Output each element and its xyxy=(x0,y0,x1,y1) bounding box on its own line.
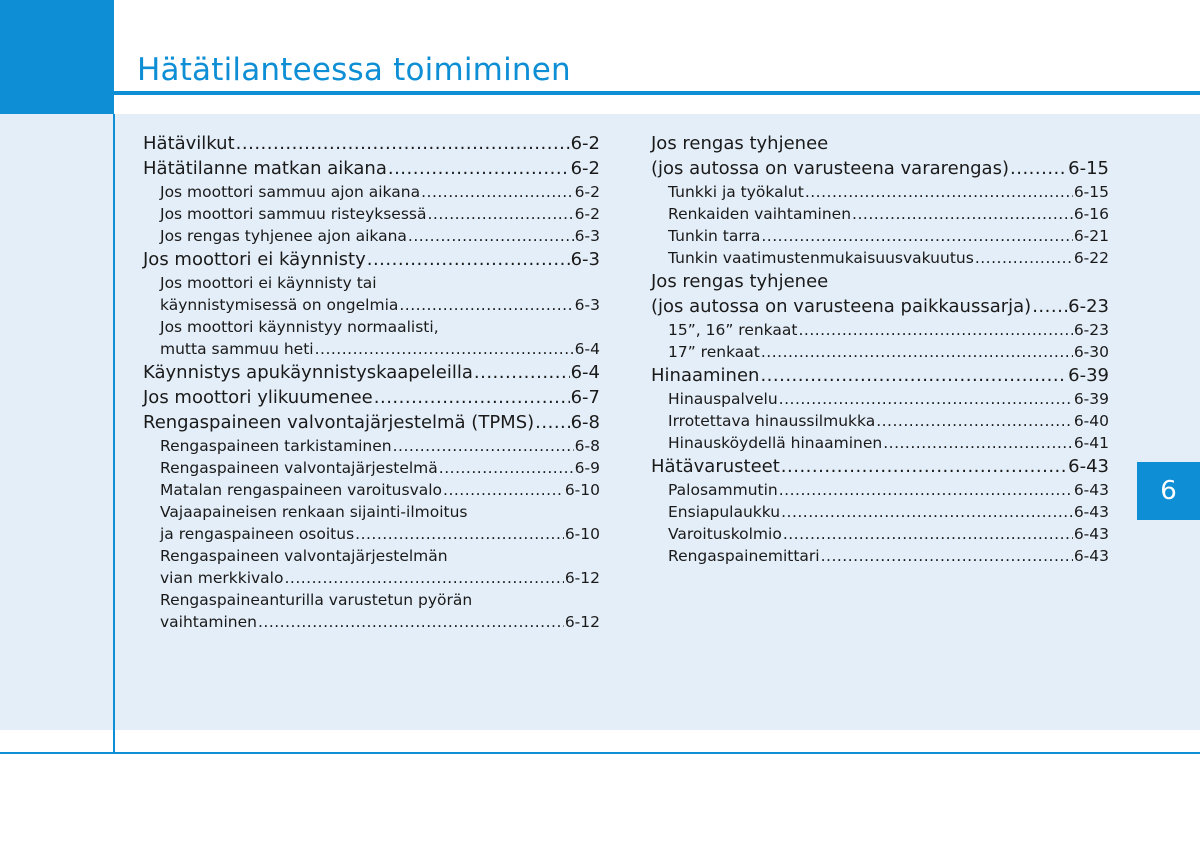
toc-entry-label: Rengaspaineen valvontajärjestelmä (TPMS) xyxy=(143,412,535,433)
toc-entry-label: Rengaspaineen valvontajärjestelmän xyxy=(160,547,448,565)
toc-entry[interactable] xyxy=(651,294,1109,319)
toc-entry[interactable] xyxy=(651,501,1109,523)
toc-dot-leader xyxy=(783,523,1073,545)
toc-dot-leader xyxy=(355,523,564,545)
toc-entry[interactable] xyxy=(143,360,600,385)
toc-column-right xyxy=(651,131,1109,567)
title-underline xyxy=(114,91,1200,95)
toc-entry-label: Vajaapaineisen renkaan sijainti-ilmoitus xyxy=(160,503,468,521)
toc-dot-leader xyxy=(421,181,574,203)
toc-dot-leader xyxy=(388,156,570,181)
toc-entry-label: vaihtaminen xyxy=(160,613,257,631)
toc-entry[interactable] xyxy=(651,269,1109,294)
toc-entry[interactable] xyxy=(651,432,1109,454)
toc-entry[interactable] xyxy=(143,294,600,316)
toc-dot-leader xyxy=(760,363,1067,388)
toc-dot-leader xyxy=(408,225,574,247)
toc-entry[interactable] xyxy=(651,454,1109,479)
toc-entry-page: 6-21 xyxy=(1073,227,1109,245)
toc-dot-leader xyxy=(805,181,1073,203)
toc-entry-label: Rengaspainemittari xyxy=(668,547,820,565)
toc-entry-label: Rengaspaineanturilla varustetun pyörän xyxy=(160,591,473,609)
toc-entry-label: Rengaspaineen tarkistaminen xyxy=(160,437,392,455)
toc-entry[interactable] xyxy=(143,316,600,338)
toc-entry[interactable] xyxy=(143,181,600,203)
toc-entry-label: (jos autossa on varusteena vararengas) xyxy=(651,158,1009,179)
toc-entry-page: 6-10 xyxy=(564,481,600,499)
panel-divider-rule xyxy=(113,114,115,754)
toc-entry[interactable] xyxy=(143,479,600,501)
toc-entry[interactable] xyxy=(143,545,600,567)
toc-entry[interactable] xyxy=(143,589,600,611)
toc-entry[interactable] xyxy=(651,388,1109,410)
toc-entry-page: 6-40 xyxy=(1073,412,1109,430)
toc-entry-label: Rengaspaineen valvontajärjestelmä xyxy=(160,459,438,477)
toc-entry[interactable] xyxy=(651,131,1109,156)
toc-entry-label: Jos moottori ylikuumenee xyxy=(143,387,373,408)
toc-entry[interactable] xyxy=(651,225,1109,247)
toc-entry-page: 6-4 xyxy=(570,362,600,383)
toc-dot-leader xyxy=(883,432,1073,454)
left-margin-strip xyxy=(0,114,113,730)
toc-dot-leader xyxy=(1032,294,1067,319)
toc-entry-page: 6-43 xyxy=(1073,547,1109,565)
toc-dot-leader xyxy=(443,479,564,501)
toc-entry-page: 6-39 xyxy=(1073,390,1109,408)
toc-dot-leader xyxy=(367,247,570,272)
toc-entry-label: ja rengaspaineen osoitus xyxy=(160,525,355,543)
toc-entry-label: käynnistymisessä on ongelmia xyxy=(160,296,399,314)
toc-entry-label: Matalan rengaspaineen varoitusvalo xyxy=(160,481,443,499)
toc-entry[interactable] xyxy=(143,272,600,294)
toc-entry-page: 6-8 xyxy=(574,437,600,455)
toc-entry[interactable] xyxy=(143,385,600,410)
chapter-corner-block xyxy=(0,0,114,114)
toc-entry-label: Hätätilanne matkan aikana xyxy=(143,158,387,179)
toc-entry-label: 15”, 16” renkaat xyxy=(668,321,798,339)
toc-entry-page: 6-41 xyxy=(1073,434,1109,452)
toc-entry[interactable] xyxy=(143,435,600,457)
toc-entry-page: 6-2 xyxy=(574,205,600,223)
toc-entry-page: 6-43 xyxy=(1073,503,1109,521)
toc-entry-page: 6-2 xyxy=(570,133,600,154)
toc-entry[interactable] xyxy=(651,363,1109,388)
toc-entry-page: 6-23 xyxy=(1073,321,1109,339)
toc-entry-label: Varoituskolmio xyxy=(668,525,782,543)
toc-entry-page: 6-43 xyxy=(1068,456,1109,477)
toc-entry[interactable] xyxy=(143,131,600,156)
toc-entry[interactable] xyxy=(143,567,600,589)
toc-entry-page: 6-23 xyxy=(1068,296,1109,317)
toc-entry-label: Jos moottori ei käynnisty xyxy=(143,249,366,270)
toc-entry[interactable] xyxy=(143,203,600,225)
toc-entry-label: Tunkki ja työkalut xyxy=(668,183,804,201)
toc-entry-label: Käynnistys apukäynnistyskaapeleilla xyxy=(143,362,473,383)
toc-dot-leader xyxy=(798,319,1072,341)
toc-dot-leader xyxy=(374,385,570,410)
toc-entry[interactable] xyxy=(651,479,1109,501)
toc-entry[interactable] xyxy=(143,501,600,523)
toc-entry-page: 6-3 xyxy=(574,296,600,314)
toc-entry-label: Tunkin vaatimustenmukaisuusvakuutus xyxy=(668,249,974,267)
toc-entry[interactable] xyxy=(143,457,600,479)
toc-entry[interactable] xyxy=(143,410,600,435)
toc-dot-leader xyxy=(852,203,1073,225)
toc-entry-label: Jos moottori sammuu risteyksessä xyxy=(160,205,427,223)
bottom-rule xyxy=(0,752,1200,754)
toc-entry[interactable] xyxy=(143,225,600,247)
toc-dot-leader xyxy=(761,225,1072,247)
toc-entry[interactable] xyxy=(651,247,1109,269)
toc-entry-label: Renkaiden vaihtaminen xyxy=(668,205,852,223)
toc-entry-label: Hätävilkut xyxy=(143,133,235,154)
chapter-tab[interactable]: 6 xyxy=(1137,462,1200,520)
page-title: Hätätilanteessa toimiminen xyxy=(137,52,571,88)
toc-entry[interactable] xyxy=(651,545,1109,567)
toc-entry-page: 6-10 xyxy=(564,525,600,543)
toc-entry[interactable] xyxy=(651,181,1109,203)
toc-entry-page: 6-7 xyxy=(570,387,600,408)
toc-entry-page: 6-4 xyxy=(574,340,600,358)
toc-dot-leader xyxy=(975,247,1073,269)
toc-entry-page: 6-3 xyxy=(574,227,600,245)
toc-entry-label: Jos moottori ei käynnisty tai xyxy=(160,274,377,292)
toc-dot-leader xyxy=(1010,156,1067,181)
toc-entry[interactable] xyxy=(651,319,1109,341)
toc-entry[interactable] xyxy=(651,341,1109,363)
toc-entry[interactable] xyxy=(143,523,600,545)
toc-entry[interactable] xyxy=(651,203,1109,225)
toc-entry-label: 17” renkaat xyxy=(668,343,760,361)
toc-entry-label: mutta sammuu heti xyxy=(160,340,314,358)
toc-entry-label: Jos moottori sammuu ajon aikana xyxy=(160,183,421,201)
toc-entry-page: 6-39 xyxy=(1068,365,1109,386)
toc-entry[interactable] xyxy=(651,156,1109,181)
toc-entry-label: Hätävarusteet xyxy=(651,456,780,477)
toc-entry-label: Hinausköydellä hinaaminen xyxy=(668,434,883,452)
toc-dot-leader xyxy=(258,611,564,633)
toc-dot-leader xyxy=(236,131,570,156)
toc-column-left xyxy=(143,131,600,633)
toc-entry-page: 6-16 xyxy=(1073,205,1109,223)
toc-dot-leader xyxy=(393,435,574,457)
toc-entry-label: Jos rengas tyhjenee xyxy=(651,133,829,154)
toc-dot-leader xyxy=(535,410,569,435)
toc-entry[interactable] xyxy=(651,410,1109,432)
toc-dot-leader xyxy=(779,388,1073,410)
toc-entry[interactable] xyxy=(143,247,600,272)
toc-entry-page: 6-30 xyxy=(1073,343,1109,361)
toc-entry[interactable] xyxy=(143,338,600,360)
toc-dot-leader xyxy=(876,410,1073,432)
toc-entry-page: 6-43 xyxy=(1073,481,1109,499)
toc-entry-page: 6-2 xyxy=(570,158,600,179)
toc-entry[interactable] xyxy=(651,523,1109,545)
toc-dot-leader xyxy=(315,338,574,360)
toc-dot-leader xyxy=(781,501,1073,523)
toc-dot-leader xyxy=(761,341,1073,363)
toc-entry-label: Ensiapulaukku xyxy=(668,503,781,521)
toc-entry[interactable] xyxy=(143,156,600,181)
toc-entry[interactable] xyxy=(143,611,600,633)
toc-entry-page: 6-12 xyxy=(564,569,600,587)
toc-entry-page: 6-2 xyxy=(574,183,600,201)
toc-dot-leader xyxy=(439,457,574,479)
toc-entry-label: Hinauspalvelu xyxy=(668,390,778,408)
toc-dot-leader xyxy=(399,294,573,316)
toc-entry-page: 6-15 xyxy=(1073,183,1109,201)
toc-dot-leader xyxy=(779,479,1073,501)
toc-dot-leader xyxy=(474,360,570,385)
toc-entry-page: 6-12 xyxy=(564,613,600,631)
toc-entry-label: Jos rengas tyhjenee ajon aikana xyxy=(160,227,407,245)
toc-dot-leader xyxy=(781,454,1067,479)
toc-entry-label: Irrotettava hinaussilmukka xyxy=(668,412,876,430)
toc-dot-leader xyxy=(821,545,1073,567)
toc-entry-label: Palosammutin xyxy=(668,481,778,499)
toc-entry-page: 6-22 xyxy=(1073,249,1109,267)
toc-entry-label: Hinaaminen xyxy=(651,365,760,386)
toc-entry-page: 6-43 xyxy=(1073,525,1109,543)
toc-entry-label: Tunkin tarra xyxy=(668,227,761,245)
toc-dot-leader xyxy=(428,203,574,225)
toc-entry-page: 6-15 xyxy=(1068,158,1109,179)
toc-entry-label: Jos rengas tyhjenee xyxy=(651,271,829,292)
toc-entry-page: 6-8 xyxy=(570,412,600,433)
toc-entry-page: 6-3 xyxy=(570,249,600,270)
toc-entry-page: 6-9 xyxy=(574,459,600,477)
toc-entry-label: (jos autossa on varusteena paikkaussarja) xyxy=(651,296,1032,317)
toc-entry-label: vian merkkivalo xyxy=(160,569,284,587)
toc-dot-leader xyxy=(284,567,563,589)
toc-entry-label: Jos moottori käynnistyy normaalisti, xyxy=(160,318,439,336)
